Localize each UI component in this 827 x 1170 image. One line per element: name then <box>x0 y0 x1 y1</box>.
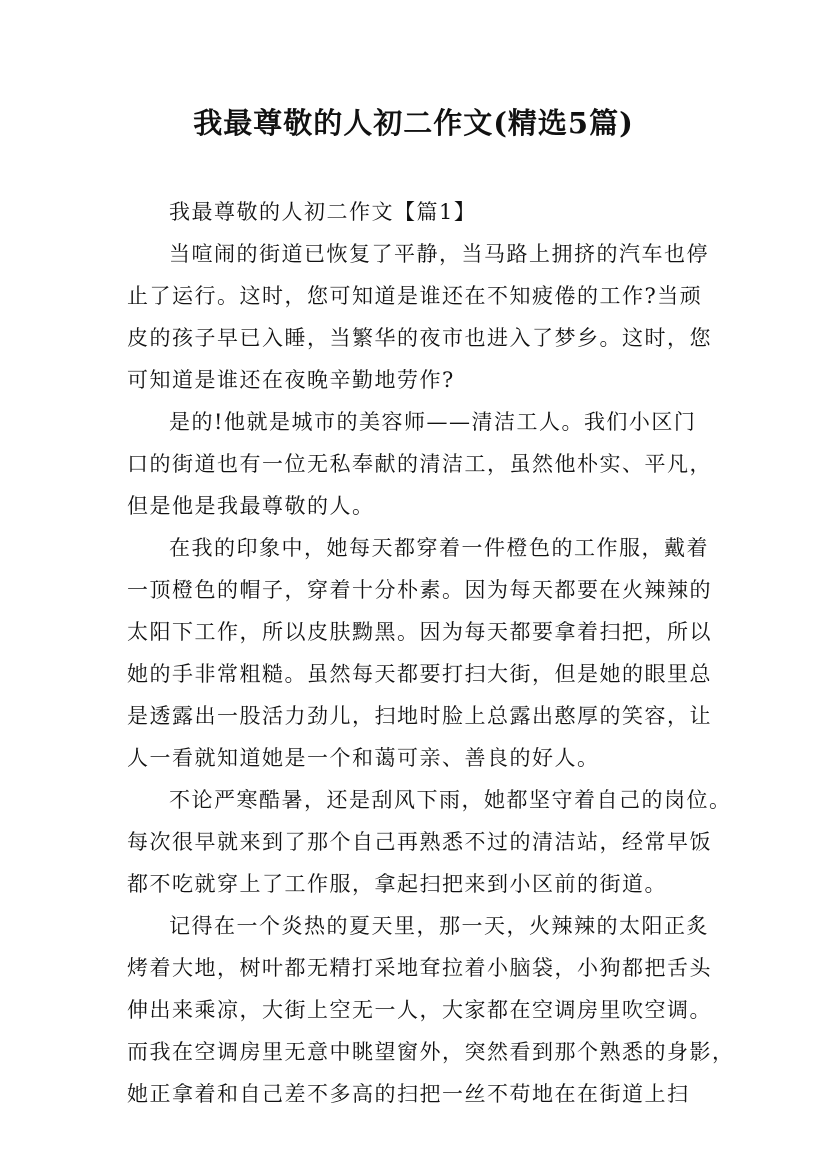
text-line: 在我的印象中，她每天都穿着一件橙色的工作服，戴着 <box>169 536 709 560</box>
document-body <box>127 191 735 1115</box>
text-line: 是的!他就是城市的美容师——清洁工人。我们小区门 <box>169 410 697 434</box>
text-line: 当喧闹的街道已恢复了平静，当马路上拥挤的汽车也停 <box>169 242 709 266</box>
text-line: 皮的孩子早已入睡，当繁华的夜市也进入了梦乡。这时，您 <box>127 326 712 350</box>
text-line: 口的街道也有一位无私奉献的清洁工，虽然他朴实、平凡， <box>127 452 712 476</box>
text-line: 不论严寒酷暑，还是刮风下雨，她都坚守着自己的岗位。 <box>169 788 732 812</box>
text-line: 一顶橙色的帽子，穿着十分朴素。因为每天都要在火辣辣的 <box>127 578 712 602</box>
text-line: 记得在一个炎热的夏天里，那一天，火辣辣的太阳正炙 <box>169 914 709 938</box>
section-heading: 我最尊敬的人初二作文【篇1】 <box>169 200 477 224</box>
text-line: 每次很早就来到了那个自己再熟悉不过的清洁站，经常早饭 <box>127 830 712 854</box>
text-line: 她正拿着和自己差不多高的扫把一丝不苟地在在街道上扫 <box>127 1082 690 1106</box>
text-line: 而我在空调房里无意中眺望窗外，突然看到那个熟悉的身影， <box>127 1040 735 1064</box>
text-line: 可知道是谁还在夜晚辛勤地劳作? <box>127 368 455 392</box>
text-line: 烤着大地，树叶都无精打采地耷拉着小脑袋，小狗都把舌头 <box>127 956 712 980</box>
text-line: 都不吃就穿上了工作服，拿起扫把来到小区前的街道。 <box>127 872 667 896</box>
text-line: 她的手非常粗糙。虽然每天都要打扫大街，但是她的眼里总 <box>127 662 712 686</box>
text-line: 人一看就知道她是一个和蔼可亲、善良的好人。 <box>127 746 600 770</box>
text-line: 但是他是我最尊敬的人。 <box>127 494 375 518</box>
text-line: 是透露出一股活力劲儿，扫地时脸上总露出憨厚的笑容，让 <box>127 704 712 728</box>
text-line: 止了运行。这时，您可知道是谁还在不知疲倦的工作?当顽 <box>127 284 703 308</box>
document-title: 我最尊敬的人初二作文(精选5篇) <box>193 106 634 140</box>
text-line: 太阳下工作，所以皮肤黝黑。因为每天都要拿着扫把，所以 <box>127 620 712 644</box>
text-line: 伸出来乘凉，大街上空无一人，大家都在空调房里吹空调。 <box>127 998 712 1022</box>
